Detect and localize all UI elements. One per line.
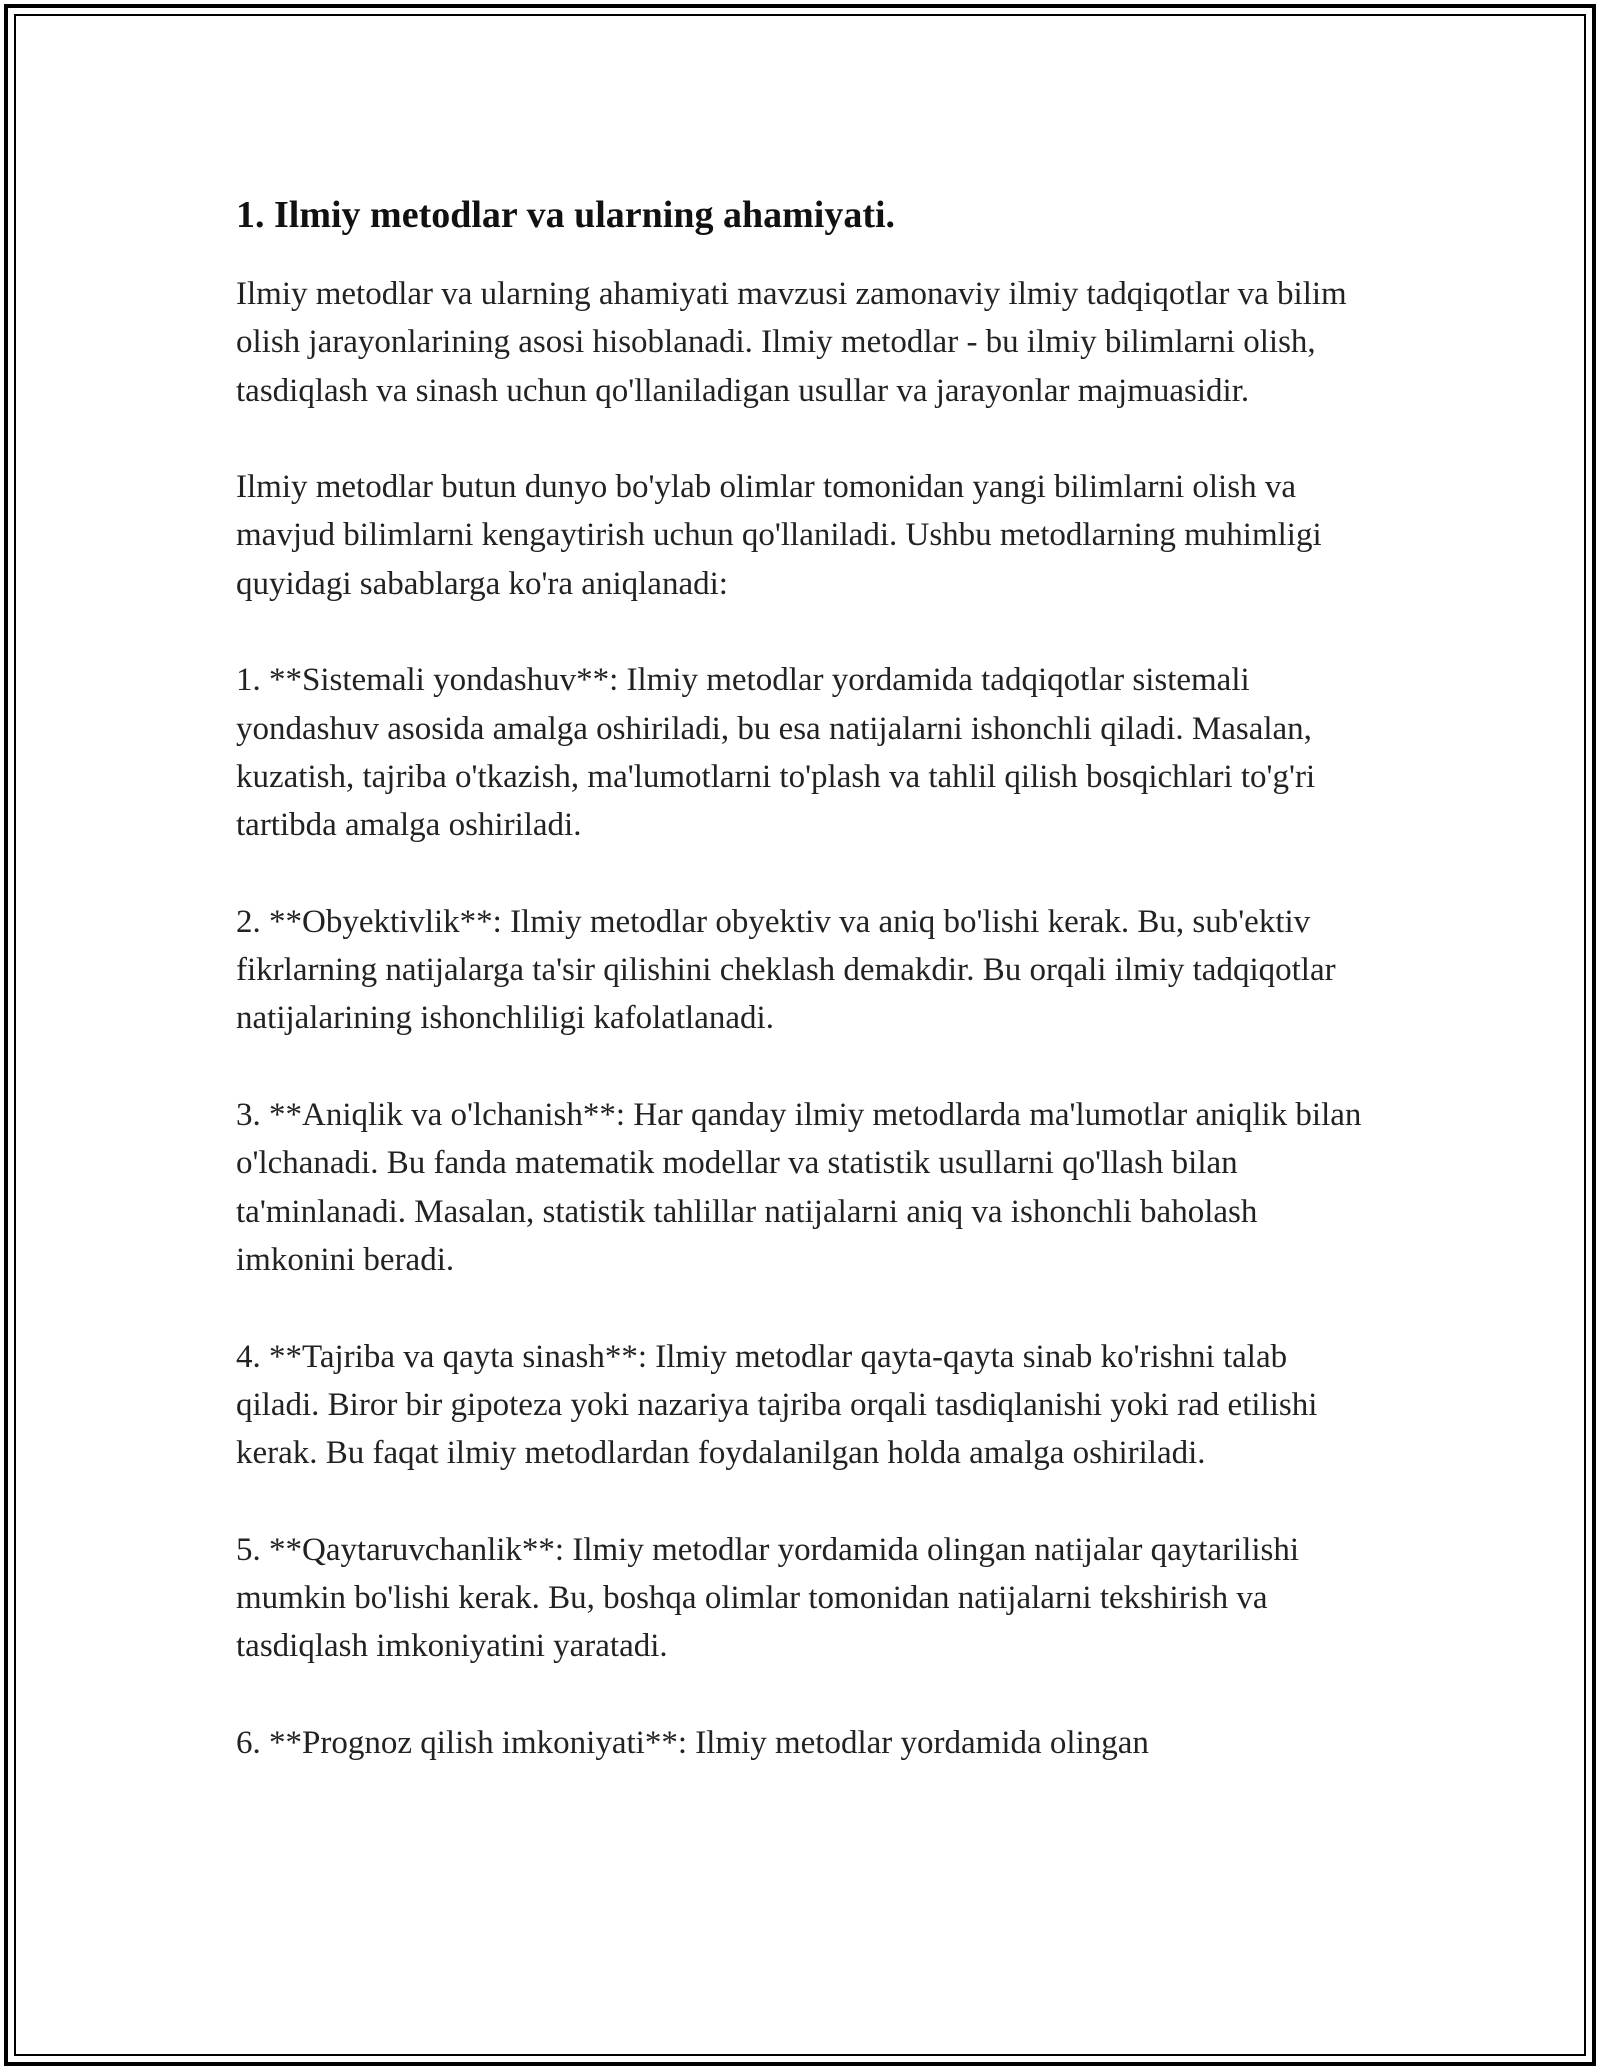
list-item-1: 1. **Sistemali yondashuv**: Ilmiy metodlar yordamida tadqiqotlar sistemali yondashuv asosida amalga oshiriladi, bu esa natijalarni ishonchli qiladi. Masalan, kuzatish, tajriba o'tkazish, ma'lumotlarni to'plash va tahlil qilish bosqichlari to'g'ri tartibda amalga oshiriladi. [236,662,1316,844]
paragraph-usage: Ilmiy metodlar butun dunyo bo'ylab olimlar tomonidan yangi bilimlarni olish va mavjud bilimlarni kengaytirish uchun qo'llaniladi. Ushbu metodlarning muhimligi quyidagi sabablarga ko'ra aniqlanadi: [236,469,1322,602]
paragraph-intro: Ilmiy metodlar va ularning ahamiyati mavzusi zamonaviy ilmiy tadqiqotlar va bilim olish jarayonlarining asosi hisoblanadi. Ilmiy metodlar - bu ilmiy bilimlarni olish, tasdiqlash va sinash uchun qo'llaniladigan usullar va jarayonlar majmuasidir. [236,276,1347,409]
list-item-3: 3. **Aniqlik va o'lchanish**: Har qanday ilmiy metodlarda ma'lumotlar aniqlik bilan o'lchanadi. Bu fanda matematik modellar va statistik usullarni qo'llash bilan ta'minlanadi. Masalan, statistik tahlillar natijalarni aniq va ishonchli baholash imkonini beradi. [236,1097,1362,1278]
list-item-5: 5. **Qaytaruvchanlik**: Ilmiy metodlar yordamida olingan natijalar qaytarilishi mumkin bo'lishi kerak. Bu, boshqa olimlar tomonidan natijalarni tekshirish va tasdiqlash imkoniyatini yaratadi. [236,1531,1300,1665]
document-title: 1. Ilmiy metodlar va ularning ahamiyati. [236,194,896,236]
list-item-2: 2. **Obyektivlik**: Ilmiy metodlar obyektiv va aniq bo'lishi kerak. Bu, sub'ektiv fikrlarning natijalarga ta'sir qilishini cheklash demakdir. Bu orqali ilmiy tadqiqotlar natijalarining ishonchliligi kafolatlanadi. [236,903,1336,1037]
list-item-4: 4. **Tajriba va qayta sinash**: Ilmiy metodlar qayta-qayta sinab ko'rishni talab qiladi. Biror bir gipoteza yoki nazariya tajriba orqali tasdiqlanishi yoki rad etilishi kerak. Bu faqat ilmiy metodlardan foydalanilgan holda amalga oshiriladi. [236,1338,1318,1472]
list-item-6: 6. **Prognoz qilish imkoniyati**: Ilmiy metodlar yordamida olingan [236,1724,1149,1761]
document-body [236,186,1366,1767]
